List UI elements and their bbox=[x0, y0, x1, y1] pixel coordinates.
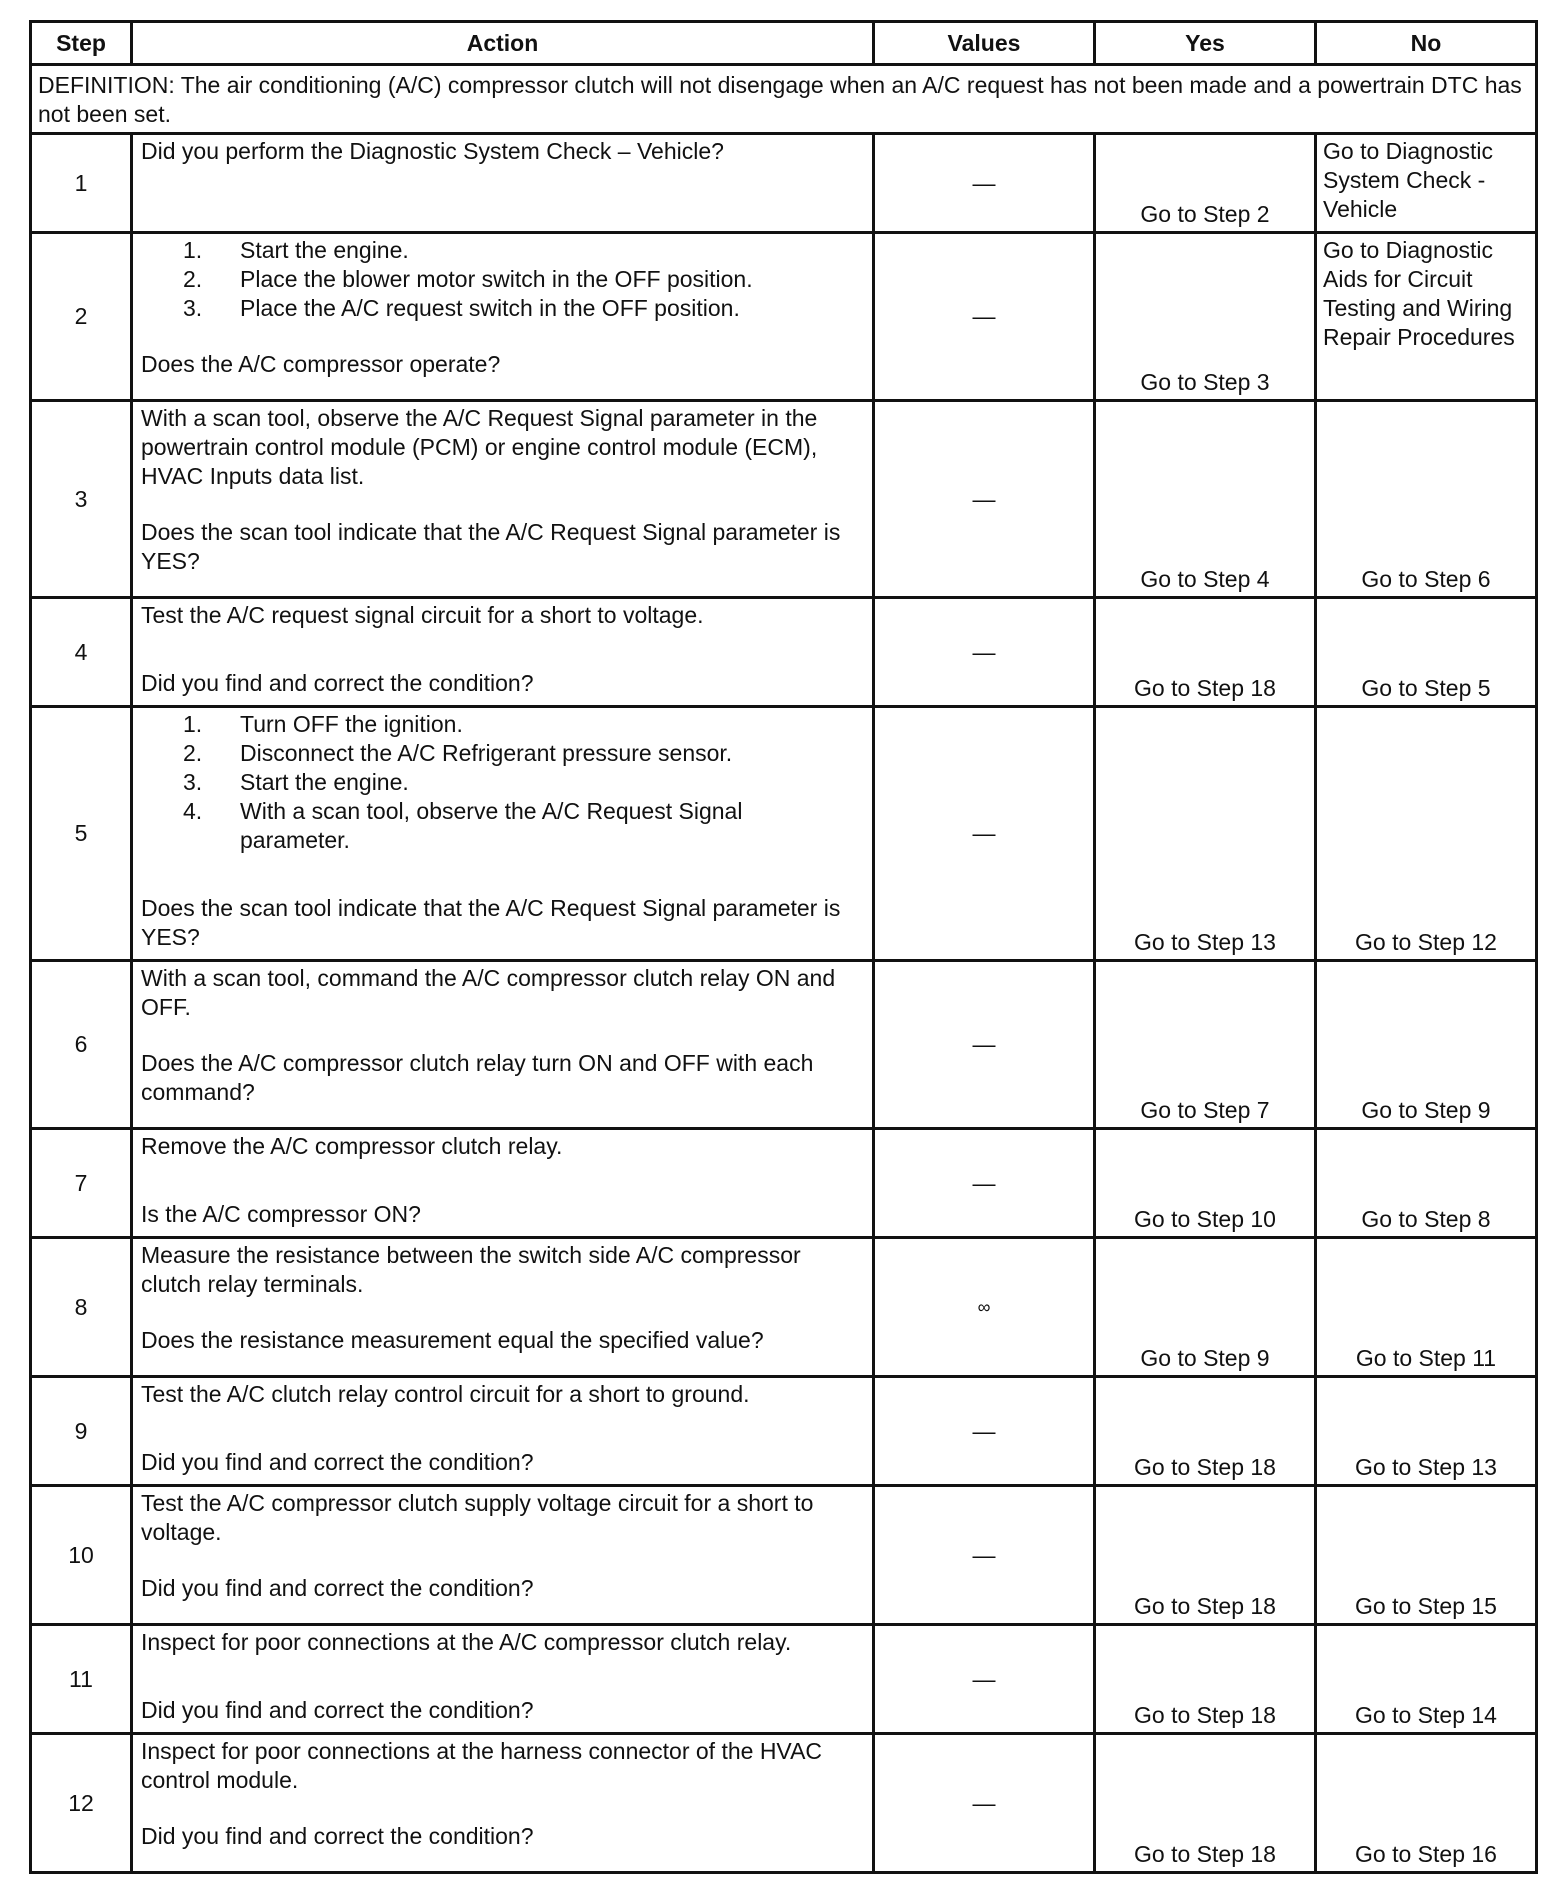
no-cell: Go to Step 12 bbox=[1316, 707, 1537, 961]
action-cell bbox=[132, 1734, 874, 1873]
no-cell: Go to Diagnostic System Check - Vehicle bbox=[1316, 134, 1537, 233]
action-question: Did you find and correct the condition? bbox=[141, 1697, 534, 1723]
list-item: 3. Place the A/C request switch in the OFF position. bbox=[183, 295, 740, 321]
step-number: 4 bbox=[31, 598, 132, 707]
action-question: Does the A/C compressor operate? bbox=[141, 351, 501, 377]
table-row bbox=[31, 1486, 1537, 1625]
value-cell: — bbox=[874, 1129, 1095, 1238]
header-action: Action bbox=[132, 22, 874, 65]
step-number: 12 bbox=[31, 1734, 132, 1873]
table-row bbox=[31, 707, 1537, 961]
yes-cell: Go to Step 13 bbox=[1095, 707, 1316, 961]
yes-cell: Go to Step 2 bbox=[1095, 134, 1316, 233]
definition-row bbox=[31, 65, 1537, 134]
action-text: Test the A/C clutch relay control circuit for a short to ground. bbox=[141, 1381, 750, 1407]
step-number: 6 bbox=[31, 961, 132, 1129]
list-item: 4. With a scan tool, observe the A/C Request Signal parameter. bbox=[183, 798, 743, 853]
list-item: 1. Turn OFF the ignition. bbox=[183, 711, 463, 737]
table-row bbox=[31, 1129, 1537, 1238]
action-text: Remove the A/C compressor clutch relay. bbox=[141, 1133, 563, 1159]
step-number: 11 bbox=[31, 1625, 132, 1734]
header-step: Step bbox=[31, 22, 132, 65]
value-cell: — bbox=[874, 1377, 1095, 1486]
value-cell: — bbox=[874, 233, 1095, 401]
value-cell: — bbox=[874, 598, 1095, 707]
table-row bbox=[31, 1734, 1537, 1873]
action-question: Does the A/C compressor clutch relay turn ON and OFF with each command? bbox=[141, 1050, 814, 1105]
action-cell bbox=[132, 1238, 874, 1377]
step-number: 5 bbox=[31, 707, 132, 961]
table-row bbox=[31, 598, 1537, 707]
no-cell: Go to Step 6 bbox=[1316, 401, 1537, 598]
yes-cell: Go to Step 18 bbox=[1095, 1377, 1316, 1486]
value-cell: — bbox=[874, 1734, 1095, 1873]
diagnostic-table bbox=[29, 20, 1538, 1874]
value-cell: — bbox=[874, 707, 1095, 961]
no-cell: Go to Step 5 bbox=[1316, 598, 1537, 707]
yes-cell: Go to Step 7 bbox=[1095, 961, 1316, 1129]
no-cell: Go to Diagnostic Aids for Circuit Testing and Wiring Repair Procedures bbox=[1316, 233, 1537, 401]
step-number: 1 bbox=[31, 134, 132, 233]
list-item: 3. Start the engine. bbox=[183, 769, 409, 795]
step-number: 7 bbox=[31, 1129, 132, 1238]
no-cell: Go to Step 14 bbox=[1316, 1625, 1537, 1734]
header-row bbox=[31, 22, 1537, 65]
step-number: 3 bbox=[31, 401, 132, 598]
header-no: No bbox=[1316, 22, 1537, 65]
no-cell: Go to Step 8 bbox=[1316, 1129, 1537, 1238]
action-cell bbox=[132, 1129, 874, 1238]
step-number: 8 bbox=[31, 1238, 132, 1377]
table-row bbox=[31, 233, 1537, 401]
action-cell bbox=[132, 1486, 874, 1625]
step-number: 9 bbox=[31, 1377, 132, 1486]
action-cell bbox=[132, 961, 874, 1129]
no-cell: Go to Step 16 bbox=[1316, 1734, 1537, 1873]
value-cell: — bbox=[874, 961, 1095, 1129]
action-text: Inspect for poor connections at the harness connector of the HVAC control module. bbox=[141, 1738, 823, 1793]
value-cell: — bbox=[874, 1486, 1095, 1625]
action-question: Did you find and correct the condition? bbox=[141, 1449, 534, 1475]
action-cell bbox=[132, 1377, 874, 1486]
definition-text: DEFINITION: The air conditioning (A/C) compressor clutch will not disengage when an A/C request has not been made and a powertrain DTC has not been set. bbox=[31, 65, 1537, 134]
action-cell bbox=[132, 233, 874, 401]
action-question: Did you find and correct the condition? bbox=[141, 1823, 534, 1849]
value-cell: — bbox=[874, 401, 1095, 598]
action-question: Did you find and correct the condition? bbox=[141, 670, 534, 696]
yes-cell: Go to Step 18 bbox=[1095, 598, 1316, 707]
action-cell bbox=[132, 1625, 874, 1734]
action-question: Does the scan tool indicate that the A/C Request Signal parameter is YES? bbox=[141, 895, 841, 950]
value-cell: — bbox=[874, 134, 1095, 233]
step-number: 10 bbox=[31, 1486, 132, 1625]
table-row bbox=[31, 961, 1537, 1129]
yes-cell: Go to Step 3 bbox=[1095, 233, 1316, 401]
action-text: With a scan tool, observe the A/C Request Signal parameter in the powertrain control module (PCM) or engine control module (ECM), HVAC Inputs data list. bbox=[141, 405, 818, 489]
action-text: Test the A/C request signal circuit for a short to voltage. bbox=[141, 602, 704, 628]
no-cell: Go to Step 15 bbox=[1316, 1486, 1537, 1625]
step-number: 2 bbox=[31, 233, 132, 401]
yes-cell: Go to Step 18 bbox=[1095, 1625, 1316, 1734]
yes-cell: Go to Step 18 bbox=[1095, 1734, 1316, 1873]
table-row bbox=[31, 1238, 1537, 1377]
table-row bbox=[31, 401, 1537, 598]
header-yes: Yes bbox=[1095, 22, 1316, 65]
diagnostic-table-container bbox=[29, 20, 1538, 1874]
action-cell bbox=[132, 598, 874, 707]
table-row bbox=[31, 1377, 1537, 1486]
action-text: Did you perform the Diagnostic System Check – Vehicle? bbox=[141, 138, 724, 164]
table-row bbox=[31, 134, 1537, 233]
no-cell: Go to Step 13 bbox=[1316, 1377, 1537, 1486]
action-question: Is the A/C compressor ON? bbox=[141, 1201, 421, 1227]
action-question: Does the scan tool indicate that the A/C Request Signal parameter is YES? bbox=[141, 519, 841, 574]
action-question: Does the resistance measurement equal the specified value? bbox=[141, 1327, 764, 1353]
header-values: Values bbox=[874, 22, 1095, 65]
action-question: Did you find and correct the condition? bbox=[141, 1575, 534, 1601]
value-cell: — bbox=[874, 1625, 1095, 1734]
action-steps-list bbox=[141, 236, 864, 323]
yes-cell: Go to Step 9 bbox=[1095, 1238, 1316, 1377]
action-cell bbox=[132, 134, 874, 233]
list-item: 1. Start the engine. bbox=[183, 237, 409, 263]
table-row bbox=[31, 1625, 1537, 1734]
no-cell: Go to Step 9 bbox=[1316, 961, 1537, 1129]
value-cell: ∞ bbox=[874, 1238, 1095, 1377]
action-cell bbox=[132, 707, 874, 961]
action-text: With a scan tool, command the A/C compressor clutch relay ON and OFF. bbox=[141, 965, 836, 1020]
action-text: Inspect for poor connections at the A/C compressor clutch relay. bbox=[141, 1629, 792, 1655]
action-steps-list bbox=[141, 710, 864, 855]
list-item: 2. Disconnect the A/C Refrigerant pressure sensor. bbox=[183, 740, 733, 766]
yes-cell: Go to Step 4 bbox=[1095, 401, 1316, 598]
list-item: 2. Place the blower motor switch in the OFF position. bbox=[183, 266, 753, 292]
no-cell: Go to Step 11 bbox=[1316, 1238, 1537, 1377]
yes-cell: Go to Step 10 bbox=[1095, 1129, 1316, 1238]
action-text: Test the A/C compressor clutch supply voltage circuit for a short to voltage. bbox=[141, 1490, 814, 1545]
action-cell bbox=[132, 401, 874, 598]
action-text: Measure the resistance between the switch side A/C compressor clutch relay terminals. bbox=[141, 1242, 801, 1297]
yes-cell: Go to Step 18 bbox=[1095, 1486, 1316, 1625]
